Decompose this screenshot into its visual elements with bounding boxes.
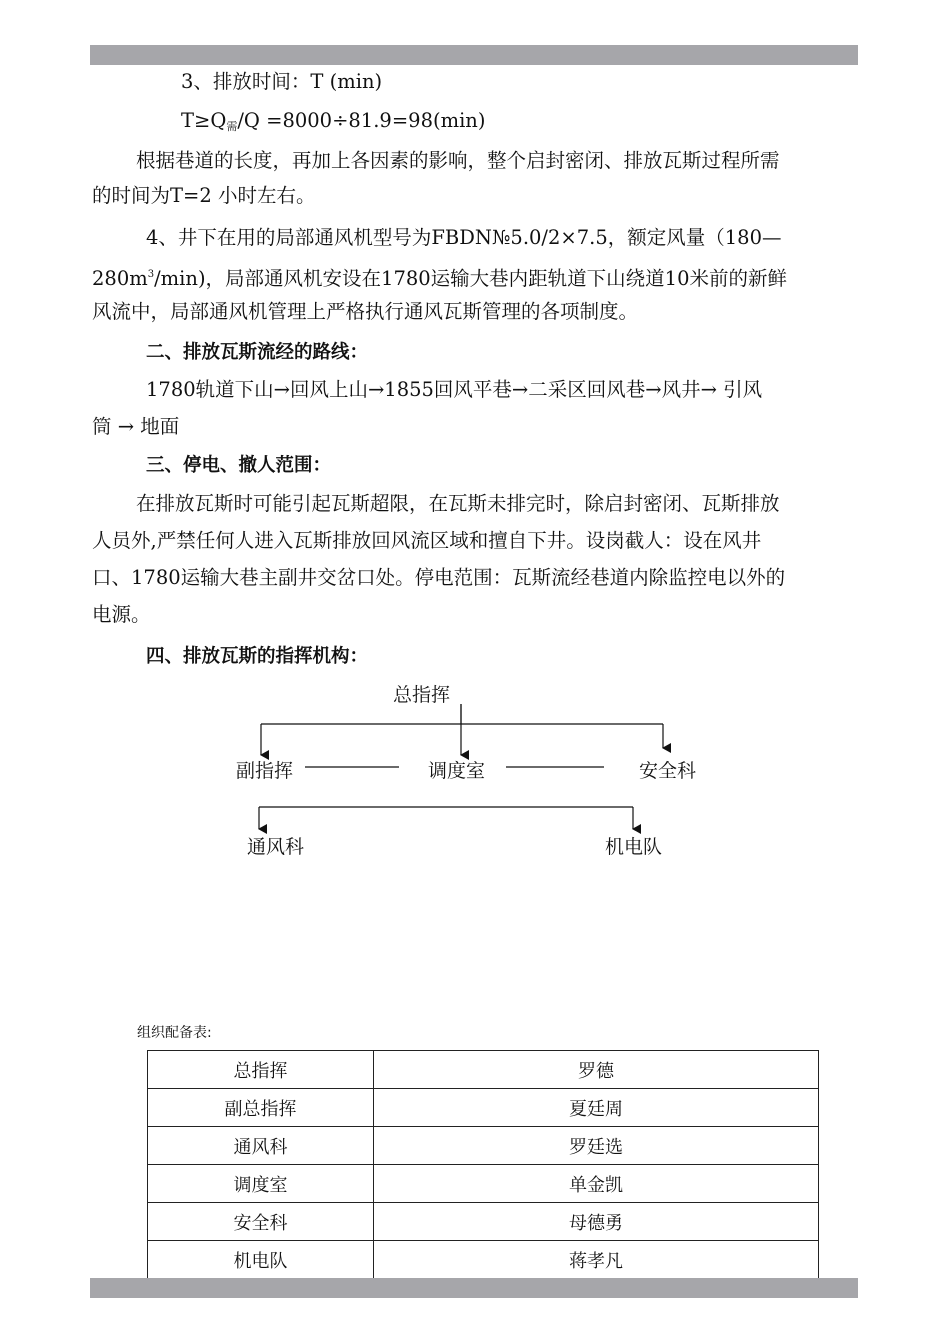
power-off-line-4: 电源。 [92, 603, 151, 626]
time-paragraph-line-2: 的时间为T=2 小时左右。 [92, 184, 316, 207]
name-cell: 罗德 [374, 1051, 819, 1089]
section-heading-power-off: 三、停电、撤人范围： [146, 455, 332, 476]
roster-table [147, 1050, 819, 1279]
power-off-line-2: 人员外,严禁任何人进入瓦斯排放回风流区域和擅自下井。设岗截人：设在风井 [92, 529, 762, 552]
table-row [148, 1127, 819, 1165]
table-row [148, 1051, 819, 1089]
role-cell: 总指挥 [148, 1051, 374, 1089]
route-line-2: 筒 → 地面 [92, 415, 180, 438]
formula-part-b: /Q =8000÷81.9=98(min) [237, 109, 486, 132]
discharge-time-heading: 3、排放时间：T (min) [181, 70, 383, 93]
org-node-dispatch: 调度室 [428, 760, 486, 782]
name-cell: 蒋孝凡 [374, 1241, 819, 1279]
name-cell: 母德勇 [374, 1203, 819, 1241]
name-cell: 单金凯 [374, 1165, 819, 1203]
name-cell: 罗廷选 [374, 1127, 819, 1165]
roster-caption: 组织配备表: [137, 1025, 212, 1041]
time-paragraph-line-1: 根据巷道的长度，再加上各因素的影响，整个启封密闭、排放瓦斯过程所需 [136, 149, 780, 172]
org-node-deputy: 副指挥 [236, 760, 294, 782]
role-cell: 调度室 [148, 1165, 374, 1203]
table-row [148, 1089, 819, 1127]
fan-airflow-exponent: 3 [147, 269, 155, 280]
fan-paragraph-line-3: 风流中，局部通风机管理上严格执行通风瓦斯管理的各项制度。 [92, 300, 639, 323]
fan-airflow-value: 280m [92, 267, 148, 290]
power-off-line-1: 在排放瓦斯时可能引起瓦斯超限，在瓦斯未排完时，除启封密闭、瓦斯排放 [136, 492, 780, 515]
org-node-commander: 总指挥 [393, 684, 451, 706]
formula-subscript: 需 [226, 120, 238, 133]
section-heading-command: 四、排放瓦斯的指挥机构： [146, 646, 369, 667]
route-line-1: 1780轨道下山→回风上山→1855回风平巷→二采区回风巷→风井→ 引风 [146, 378, 763, 401]
role-cell: 安全科 [148, 1203, 374, 1241]
fan-paragraph-line-1: 4、井下在用的局部通风机型号为FBDN№5.0/2×7.5，额定风量（180— [146, 226, 782, 249]
footer-bar [90, 1278, 858, 1298]
fan-paragraph-line-2-text: /min)，局部通风机安设在1780运输大巷内距轨道下山绕道10米前的新鲜 [154, 267, 787, 290]
table-row [148, 1241, 819, 1279]
org-node-safety: 安全科 [639, 760, 697, 782]
name-cell: 夏廷周 [374, 1089, 819, 1127]
power-off-line-3: 口、1780运输大巷主副井交岔口处。停电范围：瓦斯流经巷道内除监控电以外的 [92, 566, 786, 589]
role-cell: 通风科 [148, 1127, 374, 1165]
role-cell: 机电队 [148, 1241, 374, 1279]
org-node-ventilation: 通风科 [247, 836, 305, 858]
table-row [148, 1165, 819, 1203]
formula-part-a: T≥Q [181, 109, 227, 132]
section-heading-route: 二、排放瓦斯流经的路线： [146, 342, 369, 363]
org-node-electrical: 机电队 [605, 836, 663, 858]
table-row [148, 1203, 819, 1241]
role-cell: 副总指挥 [148, 1089, 374, 1127]
